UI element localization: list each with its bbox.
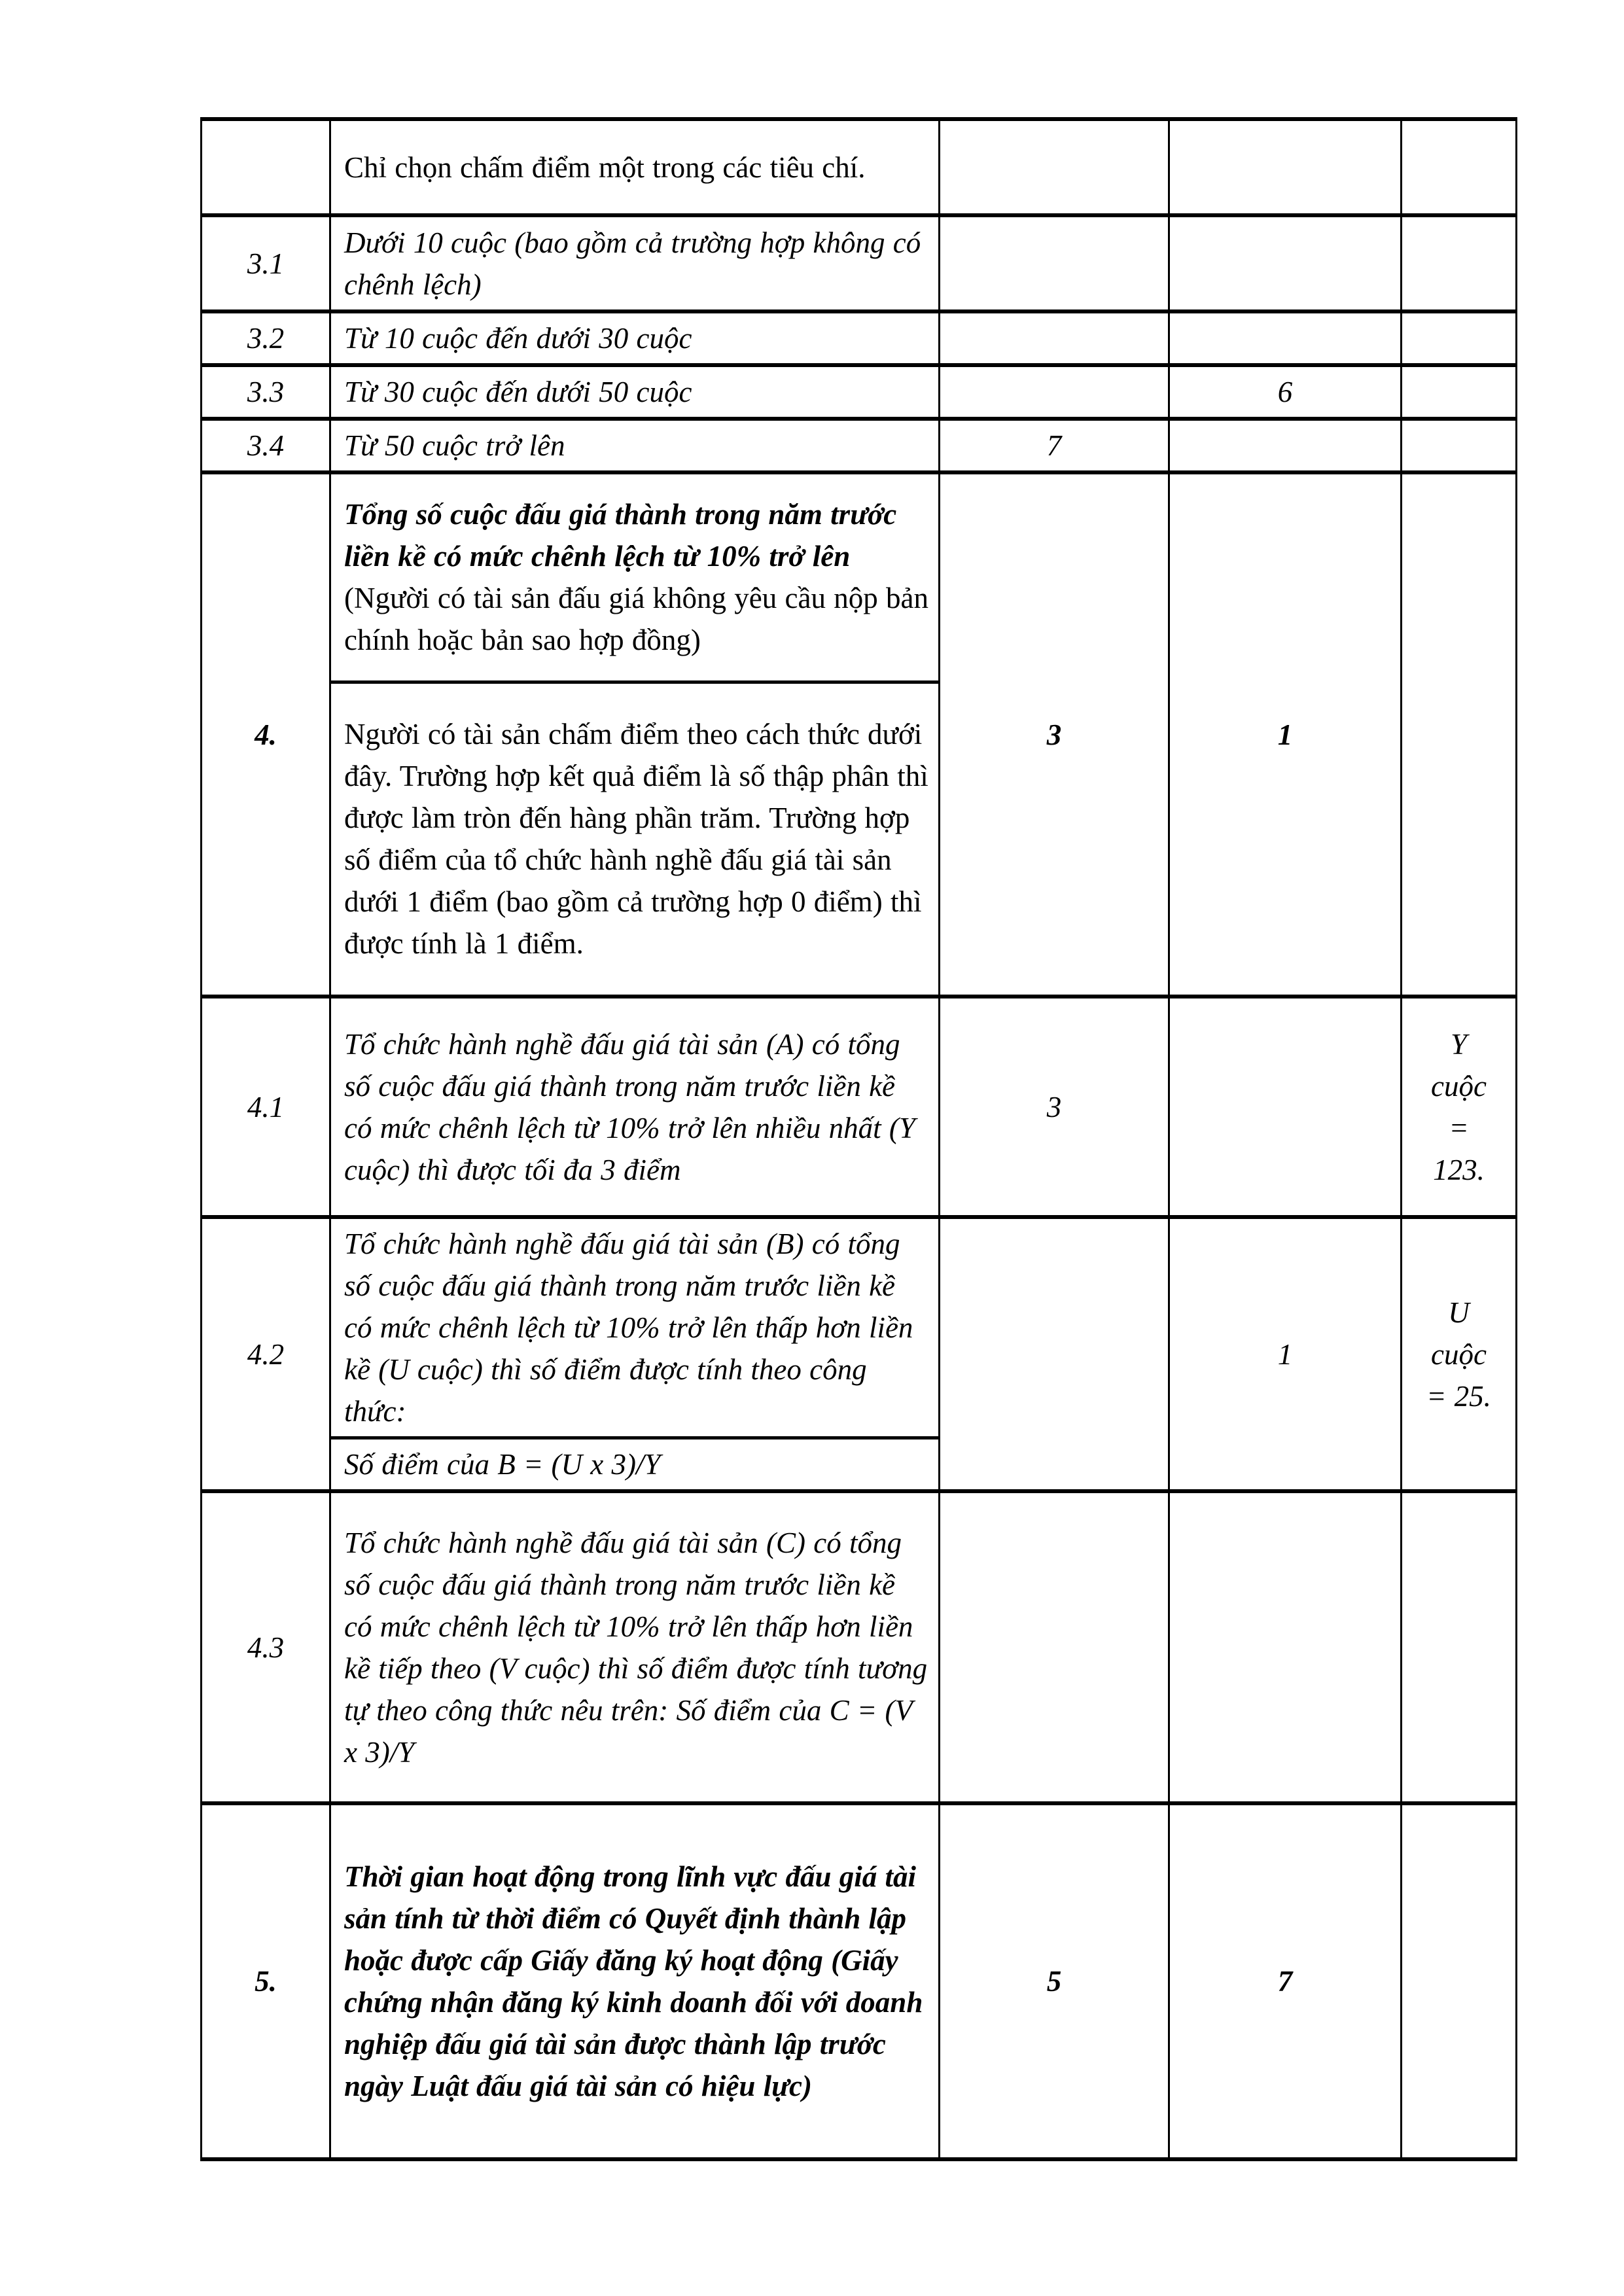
row-number-cell — [202, 119, 330, 215]
table-row-3-1 — [202, 215, 1517, 311]
note-cell — [1402, 1803, 1517, 2159]
table-row-continuation — [202, 119, 1517, 215]
score-col-b-cell — [1169, 1491, 1402, 1803]
score-col-a-cell: 3 — [940, 472, 1169, 997]
row-number-cell: 4.1 — [202, 997, 330, 1217]
score-col-a-cell: 3 — [940, 997, 1169, 1217]
note-line: U — [1448, 1296, 1470, 1329]
criterion-text-cell: Thời gian hoạt động trong lĩnh vực đấu giá tài sản tính từ thời điểm có Quyết định thành lập hoặc được cấp Giấy đăng ký hoạt động (Giấy chứng nhận đăng ký kinh doanh đối với doanh nghiệp đấu giá tài sản được thành lập trước ngày Luật đấu giá tài sản có hiệu lực) — [330, 1803, 940, 2159]
note-line: cuộc — [1431, 1069, 1487, 1103]
scoring-criteria-table — [200, 117, 1517, 2161]
score-col-a-cell: 5 — [940, 1803, 1169, 2159]
row-number-cell: 4.2 — [202, 1217, 330, 1491]
row-number-cell: 3.1 — [202, 215, 330, 311]
note-cell — [1402, 311, 1517, 365]
criterion-text-cell: Tổ chức hành nghề đấu giá tài sản (C) có tổng số cuộc đấu giá thành trong năm trước liền kề có mức chênh lệch từ 10% trở lên thấp hơn liền kề tiếp theo (V cuộc) thì số điểm được tính tương tự theo công thức nêu trên: Số điểm của C = (V x 3)/Y — [330, 1491, 940, 1803]
score-col-b-cell: 1 — [1169, 1217, 1402, 1491]
criterion-lead-text: Tổng số cuộc đấu giá thành trong năm trước liền kề có mức chênh lệch từ 10% trở lên — [344, 498, 897, 573]
criterion-text-cell: Từ 10 cuộc đến dưới 30 cuộc — [330, 311, 940, 365]
score-col-a-cell — [940, 119, 1169, 215]
row-number-cell: 3.2 — [202, 311, 330, 365]
criterion-text-cell — [330, 472, 940, 682]
note-line: = 25. — [1426, 1379, 1491, 1413]
row-number-cell: 4.3 — [202, 1491, 330, 1803]
table-row-4-2 — [202, 1217, 1517, 1438]
note-cell — [1402, 472, 1517, 997]
criterion-text-cell: Từ 50 cuộc trở lên — [330, 419, 940, 472]
table-row-3-3 — [202, 365, 1517, 419]
score-col-a-cell — [940, 1491, 1169, 1803]
note-cell — [1402, 419, 1517, 472]
formula-cell: Số điểm của B = (U x 3)/Y — [330, 1438, 940, 1492]
score-col-b-cell: 1 — [1169, 472, 1402, 997]
score-col-b-cell — [1169, 997, 1402, 1217]
table-row-3-4 — [202, 419, 1517, 472]
note-cell — [1402, 119, 1517, 215]
score-col-b-cell: 7 — [1169, 1803, 1402, 2159]
criterion-text-cell: Từ 30 cuộc đến dưới 50 cuộc — [330, 365, 940, 419]
criterion-text-cell: Chỉ chọn chấm điểm một trong các tiêu chí. — [330, 119, 940, 215]
score-col-b-cell — [1169, 311, 1402, 365]
row-number-cell: 4. — [202, 472, 330, 997]
score-col-a-cell — [940, 1217, 1169, 1491]
note-line: = — [1449, 1111, 1469, 1144]
table-row-4 — [202, 472, 1517, 682]
row-number-cell: 3.4 — [202, 419, 330, 472]
criterion-subtext-cell: Người có tài sản chấm điểm theo cách thức dưới đây. Trường hợp kết quả điểm là số thập phân thì được làm tròn đến hàng phần trăm. Trường hợp số điểm của tổ chức hành nghề đấu giá tài sản dưới 1 điểm (bao gồm cả trường hợp 0 điểm) thì được tính là 1 điểm. — [330, 682, 940, 997]
table-row-3-2 — [202, 311, 1517, 365]
score-col-b-cell: 6 — [1169, 365, 1402, 419]
note-cell — [1402, 1491, 1517, 1803]
score-col-b-cell — [1169, 215, 1402, 311]
note-line: Y — [1450, 1027, 1468, 1061]
row-number-cell: 3.3 — [202, 365, 330, 419]
score-col-a-cell: 7 — [940, 419, 1169, 472]
table-row-4-3 — [202, 1491, 1517, 1803]
table-row-4-1 — [202, 997, 1517, 1217]
note-cell — [1402, 215, 1517, 311]
note-line: cuộc — [1431, 1337, 1487, 1371]
score-col-b-cell — [1169, 119, 1402, 215]
criterion-text-cell: Dưới 10 cuộc (bao gồm cả trường hợp không có chênh lệch) — [330, 215, 940, 311]
score-col-b-cell — [1169, 419, 1402, 472]
note-cell — [1402, 365, 1517, 419]
row-number-cell: 5. — [202, 1803, 330, 2159]
score-col-a-cell — [940, 311, 1169, 365]
score-col-a-cell — [940, 365, 1169, 419]
table-row-5 — [202, 1803, 1517, 2159]
criterion-paren-text: (Người có tài sản đấu giá không yêu cầu nộp bản chính hoặc bản sao hợp đồng) — [344, 582, 928, 657]
score-col-a-cell — [940, 215, 1169, 311]
criterion-text-cell: Tổ chức hành nghề đấu giá tài sản (A) có tổng số cuộc đấu giá thành trong năm trước liền kề có mức chênh lệch từ 10% trở lên nhiều nhất (Y cuộc) thì được tối đa 3 điểm — [330, 997, 940, 1217]
note-line: 123. — [1433, 1153, 1485, 1186]
criterion-text-cell: Tổ chức hành nghề đấu giá tài sản (B) có tổng số cuộc đấu giá thành trong năm trước liền kề có mức chênh lệch từ 10% trở lên thấp hơn liền kề (U cuộc) thì số điểm được tính theo công thức: — [330, 1217, 940, 1438]
note-cell — [1402, 997, 1517, 1217]
note-cell — [1402, 1217, 1517, 1491]
